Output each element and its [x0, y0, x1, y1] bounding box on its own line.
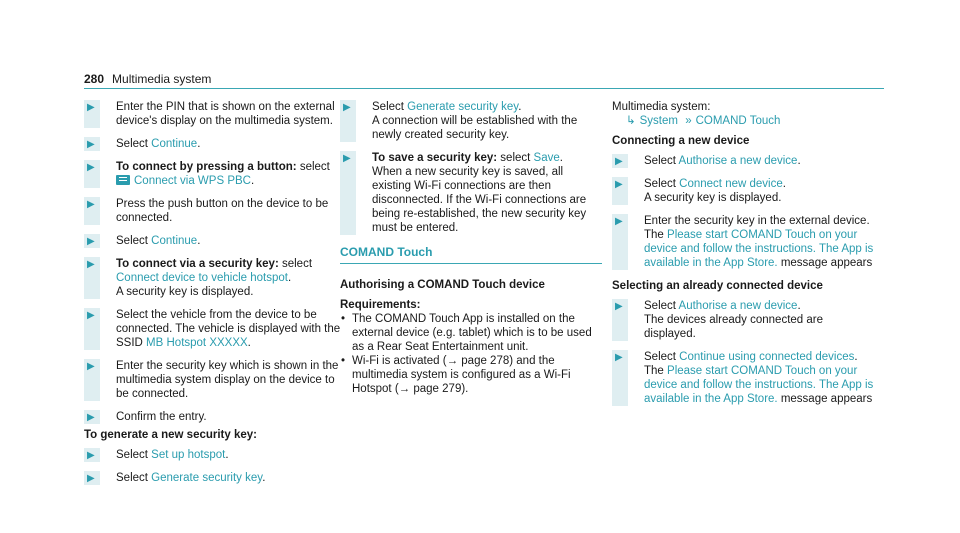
menu-intro: Multimedia system: — [612, 101, 711, 113]
step-arrow-icon: ▶ — [87, 473, 95, 484]
hotspot-link[interactable]: Connect device to vehicle hotspot — [116, 272, 288, 284]
ssid-value: MB Hotspot XXXXX — [146, 337, 248, 349]
step-arrow-icon: ▶ — [87, 361, 95, 372]
authorise-link[interactable]: Authorise a new device — [678, 155, 798, 167]
path-system[interactable]: System — [639, 115, 678, 127]
continue-link[interactable]: Continue — [151, 138, 198, 150]
selecting-heading: Selecting an already connected device — [612, 280, 823, 292]
menu-path — [612, 114, 874, 128]
step-generate-key: ▶ Select Generate security key. — [84, 471, 346, 485]
column-1 — [84, 100, 346, 494]
arrow-ref-icon: → — [446, 355, 462, 367]
step-generate-key-2: ▶ Select Generate security key. A connection will be established with the newly created security key. — [340, 100, 602, 142]
step-enter-key: ▶ Enter the security key which is shown in the multimedia system display on the device to be connected. — [84, 359, 346, 401]
step-arrow-icon: ▶ — [343, 102, 351, 113]
step-arrow-icon: ▶ — [87, 450, 95, 461]
requirements-label: Requirements: — [340, 299, 421, 311]
step-arrow-icon: ▶ — [87, 199, 95, 210]
save-link[interactable]: Save — [533, 152, 560, 164]
step-select-continue-2: ▶ Select Continue. — [84, 234, 346, 248]
generate-key-link[interactable]: Generate security key — [151, 472, 263, 484]
step-arrow-icon: ▶ — [87, 236, 95, 247]
path-return-icon: ↳ — [626, 115, 636, 127]
set-up-hotspot-link[interactable]: Set up hotspot — [151, 449, 226, 461]
column-2 — [340, 100, 602, 396]
step-push-button: ▶ Press the push button on the device to be connected. — [84, 197, 346, 225]
step-confirm: ▶ Confirm the entry. — [84, 410, 346, 424]
step-arrow-icon: ▶ — [87, 310, 95, 321]
step-arrow-icon: ▶ — [615, 301, 623, 312]
connect-heading: Connecting a new device — [612, 135, 750, 147]
step-set-up-hotspot: ▶ Select Set up hotspot. — [84, 448, 346, 462]
step-connect-new: ▶ Select Connect new device. A security key is displayed. — [612, 177, 874, 205]
step-save-key: ▶ To save a security key: select Save. When a new security key is saved, all existing Wi-Fi connections are then disconnected. If the Wi-Fi connections are being re-established, the new security key must be entered. — [340, 151, 602, 235]
continue-using-link[interactable]: Continue using connected devices — [679, 351, 855, 363]
step-enter-pin: ▶ Enter the PIN that is shown on the external device's display on the multimedia system. — [84, 100, 346, 128]
authorise-link-2[interactable]: Authorise a new device — [678, 300, 798, 312]
step-arrow-icon: ▶ — [343, 153, 351, 164]
wps-link[interactable]: Connect via WPS PBC — [134, 175, 251, 187]
message-1: Please start COMAND Touch on your device and follow the instructions. The App is available in the App Store. — [644, 229, 874, 269]
step-arrow-icon: ▶ — [615, 179, 623, 190]
step-arrow-icon: ▶ — [87, 162, 95, 173]
step-arrow-icon: ▶ — [87, 102, 95, 113]
step-enter-key-3: ▶ Enter the security key in the external device. The Please start COMAND Touch on your device and follow the instructions. The App is available in the App Store. message appears — [612, 214, 874, 270]
step-arrow-icon: ▶ — [87, 412, 95, 423]
path-chevron-icon: » — [685, 115, 692, 127]
header-rule — [84, 88, 884, 89]
path-comand[interactable]: COMAND Touch — [695, 115, 781, 127]
step-connect-button: ▶ To connect by pressing a button: select Connect via WPS PBC. — [84, 160, 346, 188]
wps-icon — [116, 175, 130, 185]
step-arrow-icon: ▶ — [615, 352, 623, 363]
step-connect-key: ▶ To connect via a security key: select Connect device to vehicle hotspot. A security key is displayed. — [84, 257, 346, 299]
step-arrow-icon: ▶ — [87, 139, 95, 150]
auth-heading: Authorising a COMAND Touch device — [340, 279, 545, 291]
page-header — [84, 72, 211, 86]
bullet-icon: • — [341, 355, 346, 367]
step-authorise-2: ▶ Select Authorise a new device. The devices already connected are displayed. — [612, 299, 874, 341]
page-ref-278[interactable]: page 278 — [461, 355, 510, 367]
connect-new-link[interactable]: Connect new device — [679, 178, 783, 190]
section-title: COMAND Touch — [340, 245, 602, 264]
step-select-continue: ▶ Select Continue. — [84, 137, 346, 151]
new-key-heading: To generate a new security key: — [84, 429, 257, 441]
message-2: Please start COMAND Touch on your device and follow the instructions. The App is available in the App Store. — [644, 365, 874, 405]
step-select-vehicle: ▶ Select the vehicle from the device to be connected. The vehicle is displayed with the SSID MB Hotspot XXXXX. — [84, 308, 346, 350]
page-number: 280 — [84, 72, 105, 86]
step-continue-using: ▶ Select Continue using connected devices. The Please start COMAND Touch on your device and follow the instructions. The App is available in the App Store. message appears — [612, 350, 874, 406]
header-title: Multimedia system — [112, 72, 212, 86]
step-arrow-icon: ▶ — [615, 216, 623, 227]
page-ref-279[interactable]: page 279 — [413, 383, 462, 395]
requirement-2: • Wi-Fi is activated (→ page 278) and the multimedia system is configured as a Wi-Fi Hotspot (→ page 279). — [341, 355, 571, 395]
step-arrow-icon: ▶ — [615, 156, 623, 167]
generate-key-link-2[interactable]: Generate security key — [407, 101, 519, 113]
arrow-ref-icon: → — [398, 383, 414, 395]
requirement-1: • The COMAND Touch App is installed on the external device (e.g. tablet) which is to be used as a Rear Seat Entertainment unit. — [341, 313, 592, 353]
column-3 — [612, 100, 874, 415]
continue-link-2[interactable]: Continue — [151, 235, 198, 247]
step-authorise: ▶ Select Authorise a new device. — [612, 154, 874, 168]
step-arrow-icon: ▶ — [87, 259, 95, 270]
bullet-icon: • — [341, 313, 346, 325]
